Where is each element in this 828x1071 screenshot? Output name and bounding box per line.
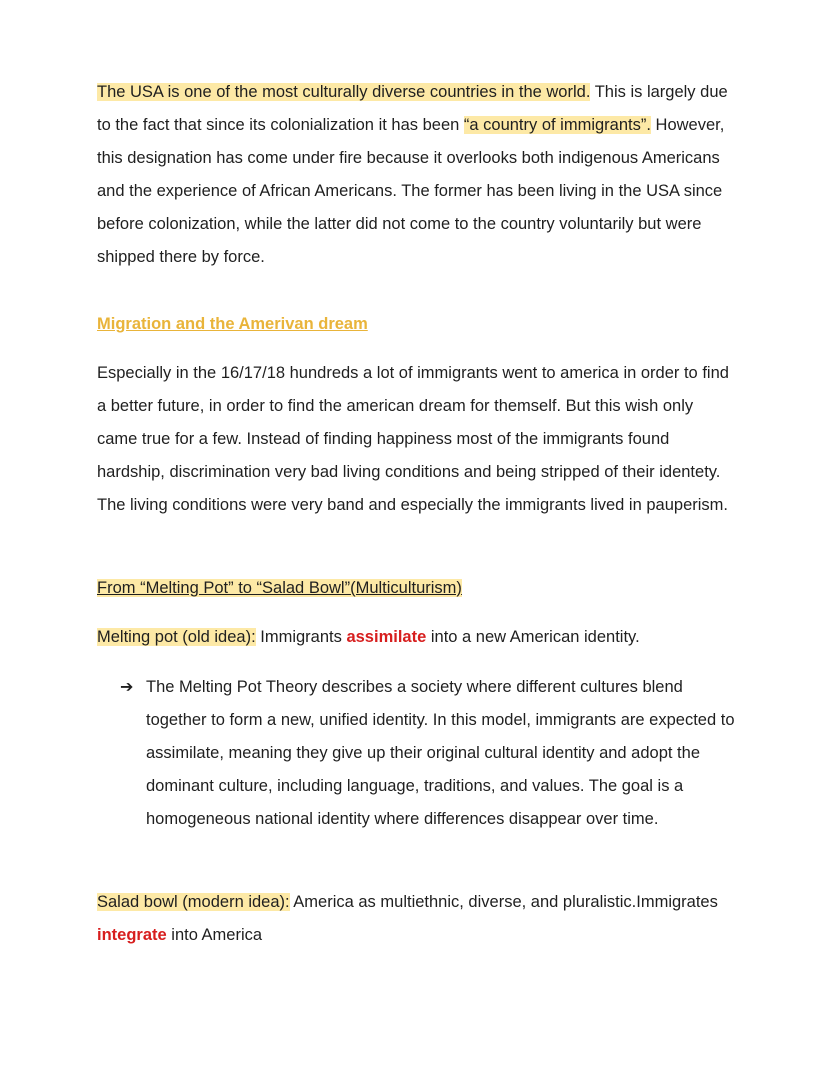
migration-paragraph: Especially in the 16/17/18 hundreds a lot of immigrants went to america in order to find a better future, in order to find the american dream for themself. But this wish only came true for a few. Instead of finding happiness most of the immigrants found hardship, discrimination very bad living conditions and being stripped of their identety. The living conditions were very band and especially the immigrants lived in pauperism. bbox=[97, 364, 729, 514]
intro-text-1: This is largely due to the fact that since its colonialization it has been bbox=[97, 83, 728, 134]
melting-heading-text: From “Melting Pot” to “Salad Bowl”(Multiculturism) bbox=[97, 579, 462, 597]
migration-heading-text: Migration and the Amerivan dream bbox=[97, 315, 368, 333]
salad-bowl-label: Salad bowl (modern idea): bbox=[97, 893, 290, 911]
assimilate-emphasis: assimilate bbox=[346, 628, 427, 646]
salad-bowl-paragraph bbox=[97, 886, 736, 952]
intro-highlight-1: The USA is one of the most culturally diverse countries in the world. bbox=[97, 83, 591, 101]
melting-pot-bullet bbox=[120, 671, 736, 836]
intro-highlight-2: “a country of immigrants”. bbox=[463, 116, 651, 134]
salad-bowl-post: into America bbox=[166, 926, 263, 944]
section-heading-melting-pot bbox=[97, 572, 736, 605]
melting-pot-bullet-text: The Melting Pot Theory describes a society where different cultures blend together to form a new, unified identity. In this model, immigrants are expected to assimilate, meaning they give up their original cultural identity and adopt the dominant culture, including language, traditions, and values. The goal is a homogeneous national identity where differences disappear over time. bbox=[146, 678, 735, 828]
melting-pot-post: into a new American identity. bbox=[426, 628, 640, 646]
salad-bowl-pre: America as multiethnic, diverse, and pluralistic.Immigrates bbox=[289, 893, 718, 911]
section-heading-migration bbox=[97, 308, 736, 341]
melting-pot-line bbox=[97, 621, 736, 654]
melting-pot-label: Melting pot (old idea): bbox=[97, 628, 256, 646]
integrate-emphasis: integrate bbox=[97, 926, 167, 944]
arrow-bullet-icon: ➔ bbox=[120, 679, 134, 696]
intro-text-2: However, this designation has come under fire because it overlooks both indigenous Americans and the experience of African Americans. The former has been living in the USA since before colonization, while the latter did not come to the country voluntarily but were shipped there by force. bbox=[97, 116, 725, 266]
intro-paragraph bbox=[97, 76, 736, 274]
melting-pot-pre: Immigrants bbox=[255, 628, 347, 646]
